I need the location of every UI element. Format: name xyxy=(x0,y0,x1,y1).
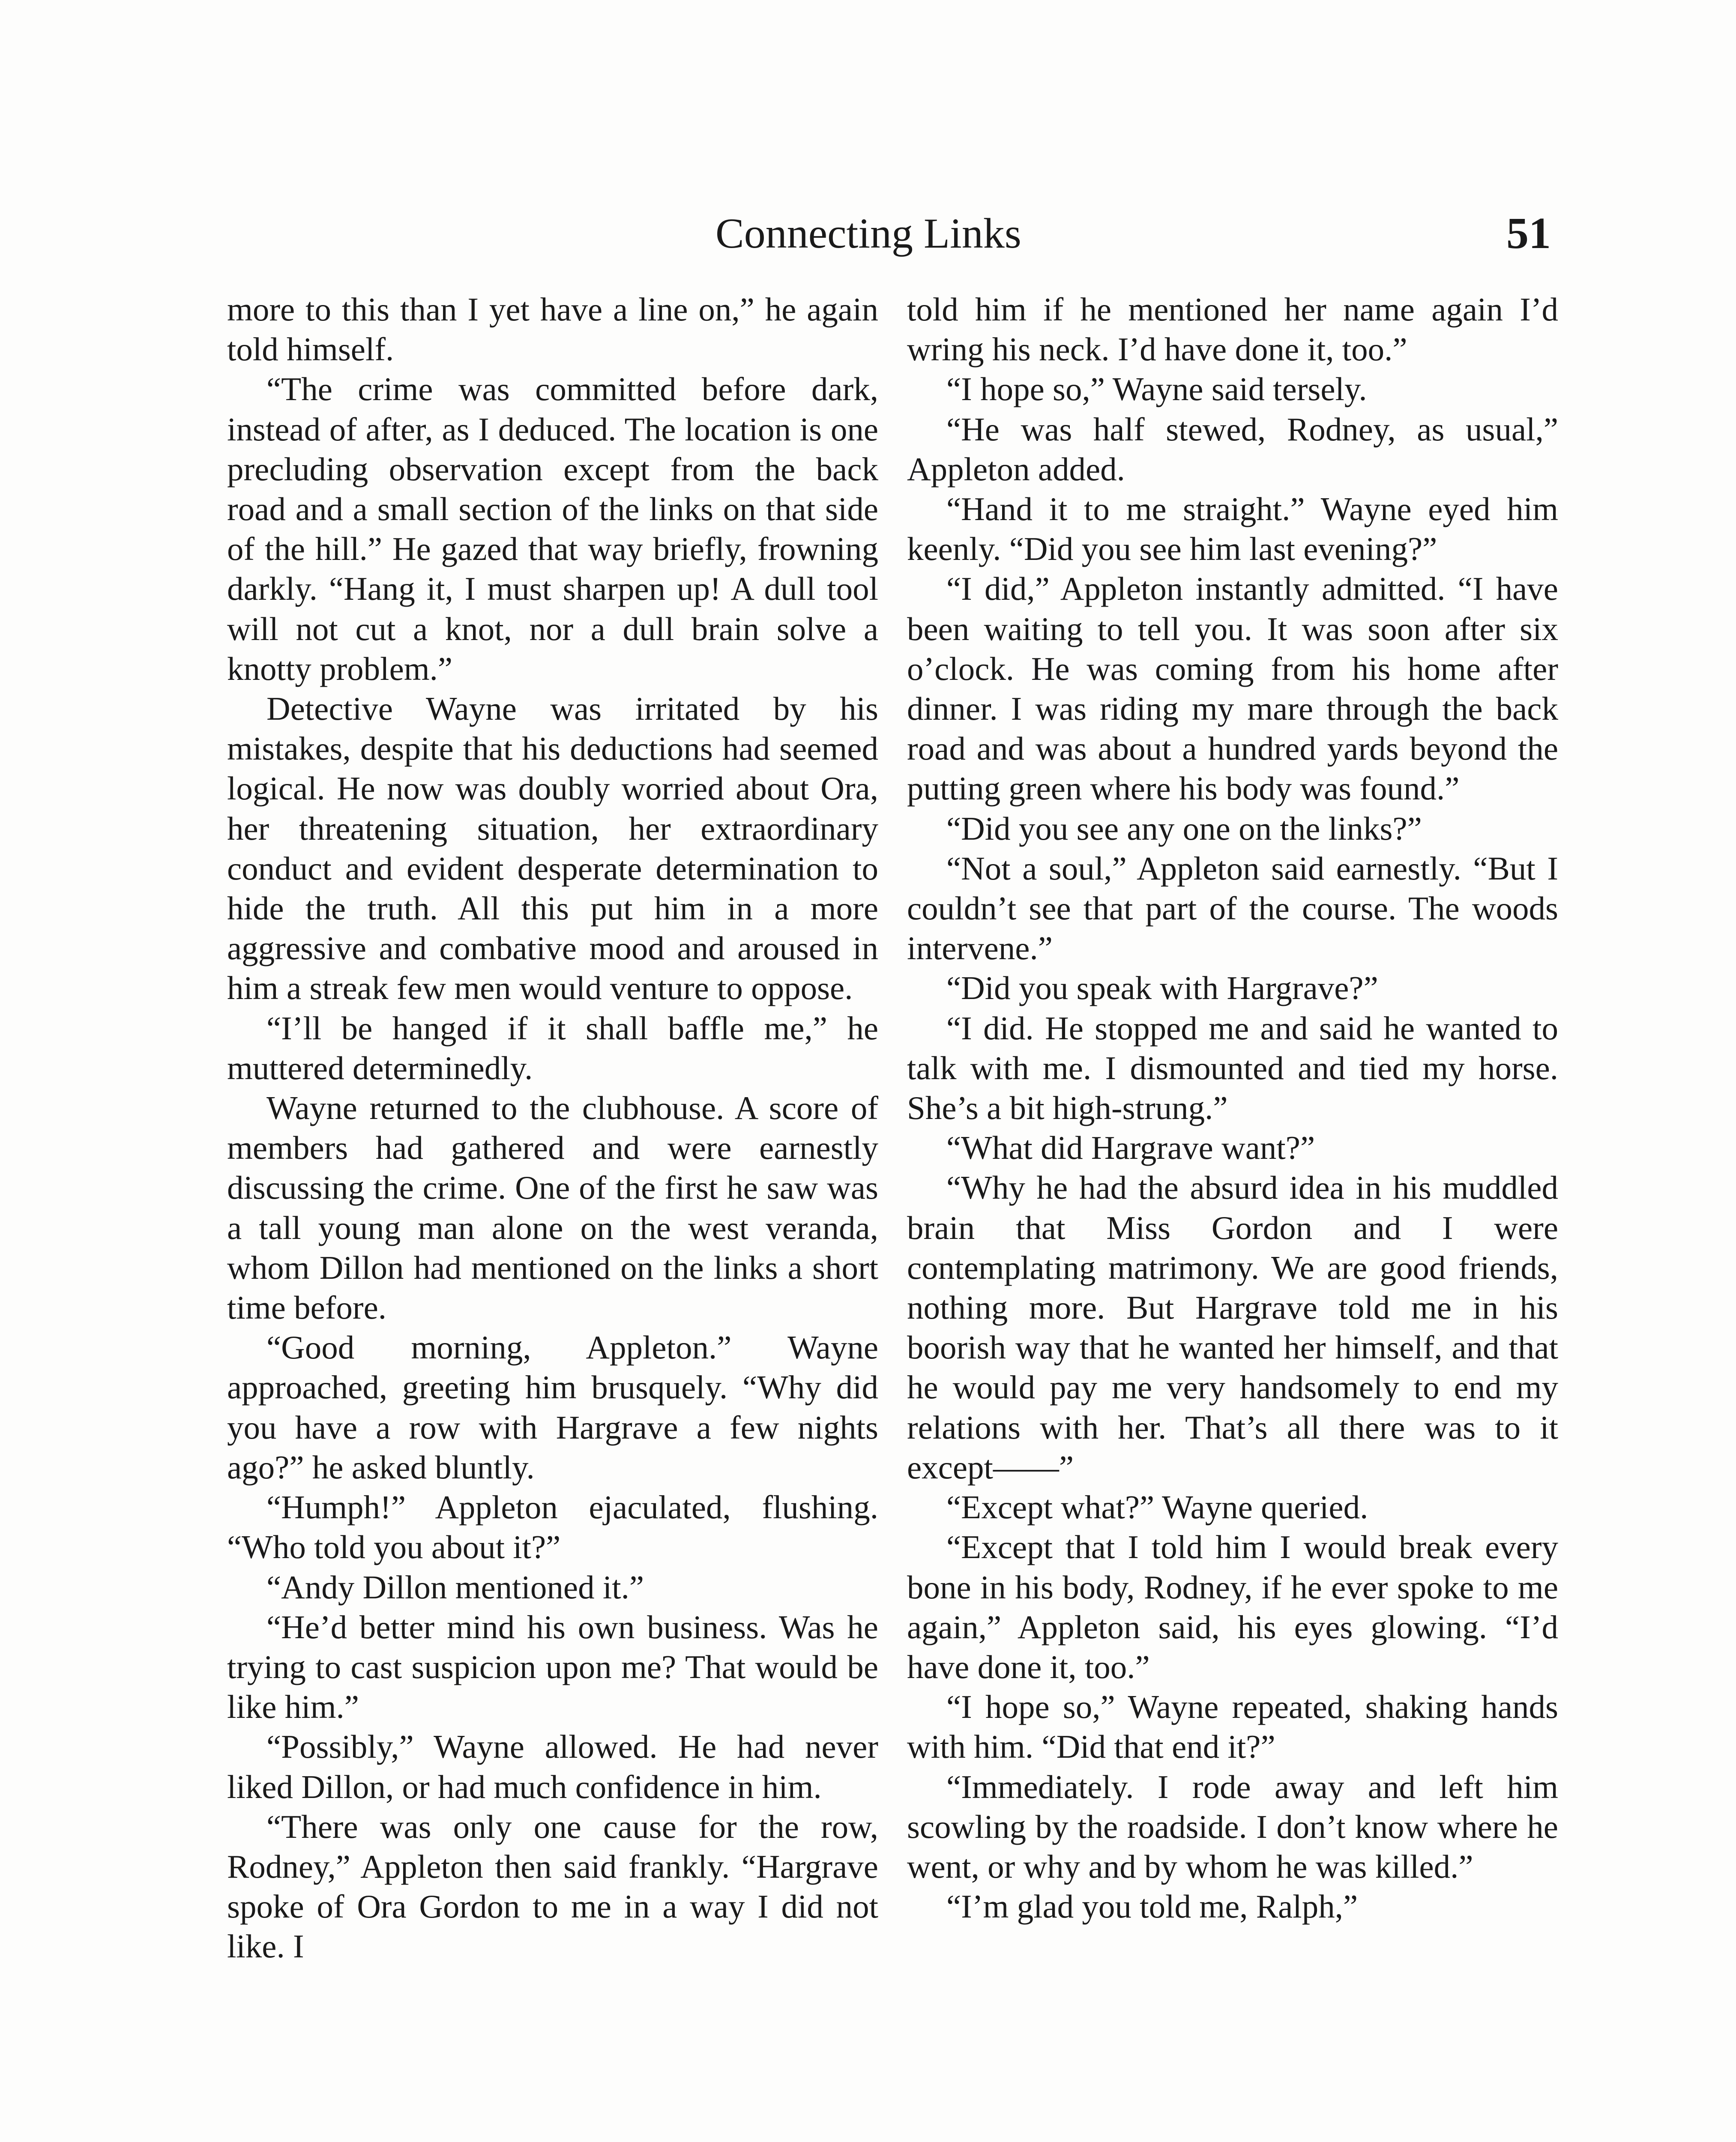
paragraph: “Hand it to me straight.” Wayne eyed him keenly. “Did you see him last evening?” xyxy=(907,491,1558,568)
page-header xyxy=(227,201,1551,266)
paragraph: “Not a soul,” Appleton said earnestly. “But I couldn’t see that part of the course. The woods intervene.” xyxy=(907,850,1558,967)
paragraph: “Humph!” Appleton ejaculated, flushing. “Who told you about it?” xyxy=(227,1489,878,1566)
paragraph: “I did. He stopped me and said he wanted to talk with me. I dismounted and tied my horse. She’s a bit high-strung.” xyxy=(907,1009,1558,1127)
paragraph: “I’m glad you told me, Ralph,” xyxy=(946,1888,1358,1925)
paragraph: “Andy Dillon mentioned it.” xyxy=(266,1568,644,1606)
paragraph: more to this than I yet have a line on,” he again told himself. xyxy=(227,291,878,368)
paragraph: “Did you speak with Hargrave?” xyxy=(946,969,1378,1007)
paragraph: “Why he had the absurd idea in his muddled brain that Miss Gordon and I were contemplating matrimony. We are good friends, nothing more. But Hargrave told me in his boorish way that he wanted her himself, and that he would pay me very handsomely to end my relations with her. That’s all there was to it except——” xyxy=(907,1169,1558,1486)
paragraph: Detective Wayne was irritated by his mistakes, despite that his deductions had seemed logical. He now was doubly worried about Ora, her threatening situation, her extraordinary conduct and evident desperate determination to hide the truth. All this put him in a more aggressive and combative mood and aroused in him a streak few men would venture to oppose. xyxy=(227,690,878,1007)
paragraph: “Except what?” Wayne queried. xyxy=(946,1489,1368,1526)
paragraph: “Good morning, Appleton.” Wayne approached, greeting him brusquely. “Why did you have a row with Hargrave a few nights ago?” he asked bluntly. xyxy=(227,1329,878,1486)
paragraph: “The crime was committed before dark, instead of after, as I deduced. The location is one precluding observation except from the back road and a small section of the links on that side of the hill.” He gazed that way briefly, frowning darkly. “Hang it, I must sharpen up! A dull tool will not cut a knot, nor a dull brain solve a knotty problem.” xyxy=(227,371,878,687)
paragraph: “I hope so,” Wayne repeated, shaking hands with him. “Did that end it?” xyxy=(907,1688,1558,1765)
paragraph: “There was only one cause for the row, Rodney,” Appleton then said frankly. “Hargrave spoke of Ora Gordon to me in a way I did not like. I xyxy=(227,1808,878,1965)
paragraph: “He’d better mind his own business. Was he trying to cast suspicion upon me? That would be like him.” xyxy=(227,1608,878,1726)
paragraph: told him if he mentioned her name again I’d wring his neck. I’d have done it, too.” xyxy=(907,291,1558,368)
page-number: 51 xyxy=(1506,209,1551,258)
running-head: Connecting Links xyxy=(715,209,1021,257)
paragraph: “I’ll be hanged if it shall baffle me,” he muttered determinedly. xyxy=(227,1009,878,1086)
paragraph: “Did you see any one on the links?” xyxy=(946,810,1422,847)
text-column-left xyxy=(227,290,878,1967)
paragraph: “He was half stewed, Rodney, as usual,” Appleton added. xyxy=(907,410,1558,488)
paragraph: Wayne returned to the clubhouse. A score of members had gathered and were earnestly discussing the crime. One of the first he saw was a tall young man alone on the west veranda, whom Dillon had mentioned on the links a short time before. xyxy=(227,1089,878,1326)
paragraph: “Possibly,” Wayne allowed. He had never liked Dillon, or had much confidence in him. xyxy=(227,1728,878,1805)
paragraph: “Except that I told him I would break every bone in his body, Rodney, if he ever spoke to me again,” Appleton said, his eyes glowing. “I’d have done it, too.” xyxy=(907,1529,1558,1685)
paragraph: “I did,” Appleton instantly admitted. “I have been waiting to tell you. It was soon after six o’clock. He was coming from his home after dinner. I was riding my mare through the back road and was about a hundred yards beyond the putting green where his body was found.” xyxy=(907,570,1558,807)
paragraph: “Immediately. I rode away and left him scowling by the roadside. I don’t know where he went, or why and by whom he was killed.” xyxy=(907,1768,1558,1885)
paragraph: “I hope so,” Wayne said tersely. xyxy=(946,371,1367,408)
paragraph: “What did Hargrave want?” xyxy=(946,1129,1315,1167)
text-column-right xyxy=(907,290,1558,1927)
